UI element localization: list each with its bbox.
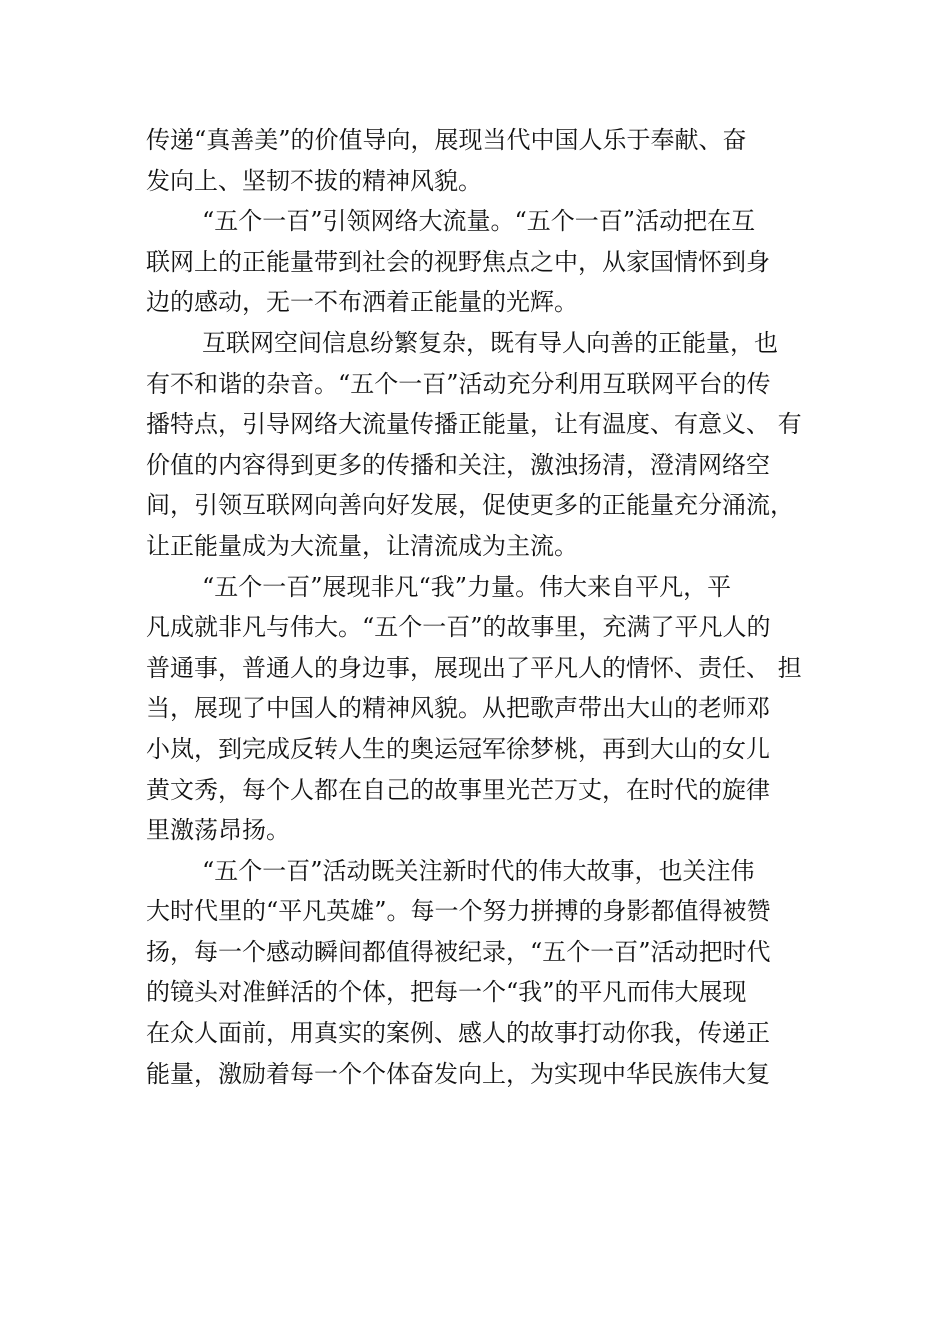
paragraph [146,120,806,201]
text-line: 普通事，普通人的身边事，展现出了平凡人的情怀、责任、 担 [146,653,802,682]
text-line: 凡成就非凡与伟大。“五个一百”的故事里，充满了平凡人的 [146,613,771,642]
text-line: 里激荡昂扬。 [146,816,290,845]
text-line: 互联网空间信息纷繁复杂，既有导人向善的正能量，也 [202,328,778,357]
text-line: 黄文秀，每个人都在自己的故事里光芒万丈，在时代的旋律 [146,775,770,804]
paragraph [146,201,806,323]
text-line: 的镜头对准鲜活的个体，把每一个“我”的平凡而伟大展现 [146,978,747,1007]
text-line: “五个一百”活动既关注新时代的伟大故事，也关注伟 [202,856,755,885]
paragraph [146,567,806,851]
paragraph [146,851,806,1095]
text-line: 在众人面前，用真实的案例、感人的故事打动你我，传递正 [146,1019,770,1048]
text-line: “五个一百”引领网络大流量。“五个一百”活动把在互 [202,207,756,236]
text-line: 播特点，引导网络大流量传播正能量，让有温度、有意义、 有 [146,410,802,439]
text-line: 传递“真善美”的价值导向，展现当代中国人乐于奉献、奋 [146,126,747,154]
text-line: 当，展现了中国人的精神风貌。从把歌声带出大山的老师邓 [146,694,770,723]
text-line: 扬，每一个感动瞬间都值得被纪录，“五个一百”活动把时代 [146,937,771,966]
text-line: 发向上、坚韧不拔的精神风貌。 [146,166,482,195]
text-line: 大时代里的“平凡英雄”。每一个努力拼搏的身影都值得被赞 [146,897,771,926]
text-line: 让正能量成为大流量，让清流成为主流。 [146,531,578,560]
text-line: 能量，激励着每一个个体奋发向上，为实现中华民族伟大复 [146,1059,770,1088]
paragraph [146,323,806,567]
text-line: 有不和谐的杂音。“五个一百”活动充分利用互联网平台的传 [146,369,771,398]
text-line: 间，引领互联网向善向好发展，促使更多的正能量充分涌流， [146,491,794,520]
text-line: 边的感动，无一不布洒着正能量的光辉。 [146,288,578,317]
text-line: 联网上的正能量带到社会的视野焦点之中，从家国情怀到身 [146,247,770,276]
body-text [146,120,806,1094]
text-line: “五个一百”展现非凡“我”力量。伟大来自平凡，平 [202,572,732,601]
text-line: 小岚，到完成反转人生的奥运冠军徐梦桃，再到大山的女儿 [146,734,770,763]
text-line: 价值的内容得到更多的传播和关注，激浊扬清，澄清网络空 [146,450,770,479]
